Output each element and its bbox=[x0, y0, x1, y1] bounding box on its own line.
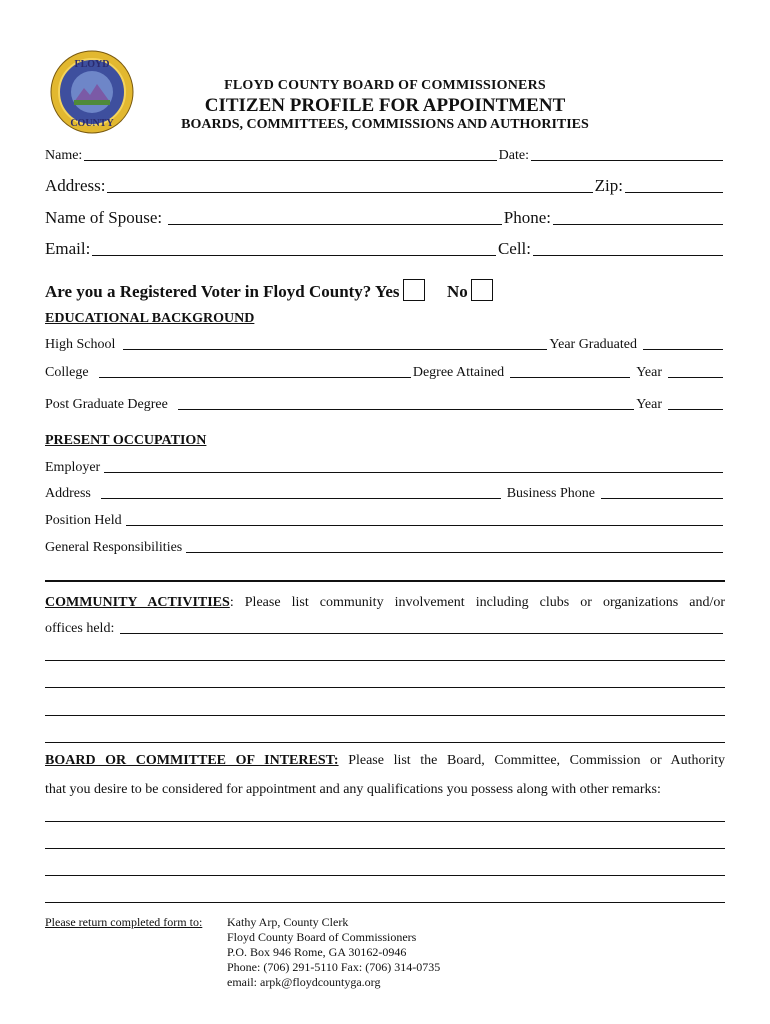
org-name: FLOYD COUNTY BOARD OF COMMISSIONERS bbox=[224, 78, 546, 93]
high-school-row bbox=[45, 337, 725, 353]
degree-attained-label: Degree Attained bbox=[412, 365, 505, 380]
occupation-extra-line[interactable] bbox=[45, 580, 725, 582]
email-field[interactable] bbox=[92, 255, 496, 256]
interest-line-2[interactable] bbox=[45, 848, 725, 849]
offices-held-field[interactable] bbox=[120, 633, 723, 634]
svg-text:COUNTY: COUNTY bbox=[70, 118, 114, 129]
community-line-4[interactable] bbox=[45, 715, 725, 716]
name-field[interactable] bbox=[84, 160, 496, 161]
voter-question-text: Are you a Registered Voter in Floyd County? bbox=[45, 282, 372, 301]
community-line-3[interactable] bbox=[45, 687, 725, 688]
return-address-line: Kathy Arp, County Clerk bbox=[227, 915, 349, 929]
college-year-field[interactable] bbox=[668, 377, 723, 378]
cell-field[interactable] bbox=[533, 255, 723, 256]
return-instructions: Please return completed form to: bbox=[45, 915, 203, 929]
offices-held-label: offices held: bbox=[45, 621, 115, 636]
cell-label: Cell: bbox=[497, 239, 531, 258]
date-label: Date: bbox=[498, 148, 529, 163]
community-activities-prompt bbox=[45, 595, 725, 611]
degree-attained-field[interactable] bbox=[510, 377, 630, 378]
return-address-line: P.O. Box 946 Rome, GA 30162-0946 bbox=[227, 945, 407, 959]
spouse-phone-row bbox=[45, 208, 725, 228]
college-year-label: Year bbox=[636, 365, 662, 380]
post-graduate-field[interactable] bbox=[178, 409, 634, 410]
board-interest-text: Please list the Board, Committee, Commission or Authority bbox=[338, 753, 725, 768]
form-subtitle: BOARDS, COMMITTEES, COMMISSIONS AND AUTHORITIES bbox=[181, 117, 589, 132]
phone-label: Phone: bbox=[503, 208, 551, 227]
form-title: CITIZEN PROFILE FOR APPOINTMENT bbox=[204, 95, 566, 116]
post-graduate-year-field[interactable] bbox=[668, 409, 723, 410]
voter-yes-checkbox[interactable] bbox=[403, 279, 425, 301]
occupation-address-row bbox=[45, 486, 725, 502]
offices-held-row bbox=[45, 621, 725, 637]
college-row bbox=[45, 365, 725, 381]
name-label: Name: bbox=[45, 148, 83, 163]
return-address-line: Floyd County Board of Commissioners bbox=[227, 930, 417, 944]
employer-row bbox=[45, 460, 725, 476]
email-cell-row bbox=[45, 239, 725, 259]
spouse-label: Name of Spouse: bbox=[45, 208, 163, 227]
community-activities-heading: COMMUNITY ACTIVITIES bbox=[45, 595, 230, 610]
interest-line-4[interactable] bbox=[45, 902, 725, 903]
voter-yes-label: Yes bbox=[374, 282, 400, 301]
address-zip-row bbox=[45, 176, 725, 196]
college-label: College bbox=[45, 365, 89, 380]
college-field[interactable] bbox=[99, 377, 411, 378]
date-field[interactable] bbox=[531, 160, 723, 161]
education-heading: EDUCATIONAL BACKGROUND bbox=[45, 311, 255, 326]
general-responsibilities-field[interactable] bbox=[186, 552, 723, 553]
registered-voter-question bbox=[45, 279, 493, 302]
return-address bbox=[227, 915, 440, 990]
phone-field[interactable] bbox=[553, 224, 723, 225]
board-interest-prompt bbox=[45, 753, 725, 769]
svg-text:FLOYD: FLOYD bbox=[74, 59, 110, 70]
high-school-label: High School bbox=[45, 337, 116, 352]
spouse-field[interactable] bbox=[168, 224, 502, 225]
return-address-line: email: arpk@floydcountyga.org bbox=[227, 975, 381, 989]
address-label: Address: bbox=[45, 176, 106, 195]
community-activities-text: : Please list community involvement including clubs or organizations and/or bbox=[229, 595, 726, 610]
position-held-label: Position Held bbox=[45, 513, 122, 528]
occupation-heading: PRESENT OCCUPATION bbox=[45, 433, 207, 448]
business-phone-label: Business Phone bbox=[506, 486, 595, 501]
community-line-2[interactable] bbox=[45, 660, 725, 661]
year-graduated-label: Year Graduated bbox=[549, 337, 637, 352]
year-graduated-field[interactable] bbox=[643, 349, 723, 350]
board-interest-heading: BOARD OR COMMITTEE OF INTEREST: bbox=[45, 753, 339, 768]
voter-no-label: No bbox=[447, 282, 468, 301]
community-line-5[interactable] bbox=[45, 742, 725, 743]
high-school-field[interactable] bbox=[123, 349, 547, 350]
post-graduate-row bbox=[45, 397, 725, 413]
zip-field[interactable] bbox=[625, 192, 723, 193]
county-seal-logo bbox=[50, 50, 134, 134]
zip-label: Zip: bbox=[594, 176, 623, 195]
address-field[interactable] bbox=[107, 192, 592, 193]
interest-line-3[interactable] bbox=[45, 875, 725, 876]
board-interest-text-2: that you desire to be considered for appointment and any qualifications you possess along with other remarks: bbox=[45, 782, 661, 797]
business-phone-field[interactable] bbox=[601, 498, 723, 499]
post-graduate-label: Post Graduate Degree bbox=[45, 397, 168, 412]
name-date-row bbox=[45, 148, 725, 164]
email-label: Email: bbox=[45, 239, 91, 258]
post-graduate-year-label: Year bbox=[636, 397, 662, 412]
employer-field[interactable] bbox=[104, 472, 723, 473]
return-address-line: Phone: (706) 291-5110 Fax: (706) 314-0735 bbox=[227, 960, 441, 974]
general-responsibilities-label: General Responsibilities bbox=[45, 540, 183, 555]
responsibilities-row bbox=[45, 540, 725, 556]
occupation-address-label: Address bbox=[45, 486, 91, 501]
position-held-field[interactable] bbox=[126, 525, 723, 526]
voter-no-checkbox[interactable] bbox=[471, 279, 493, 301]
position-held-row bbox=[45, 513, 725, 529]
occupation-address-field[interactable] bbox=[101, 498, 501, 499]
interest-line-1[interactable] bbox=[45, 821, 725, 822]
employer-label: Employer bbox=[45, 460, 101, 475]
